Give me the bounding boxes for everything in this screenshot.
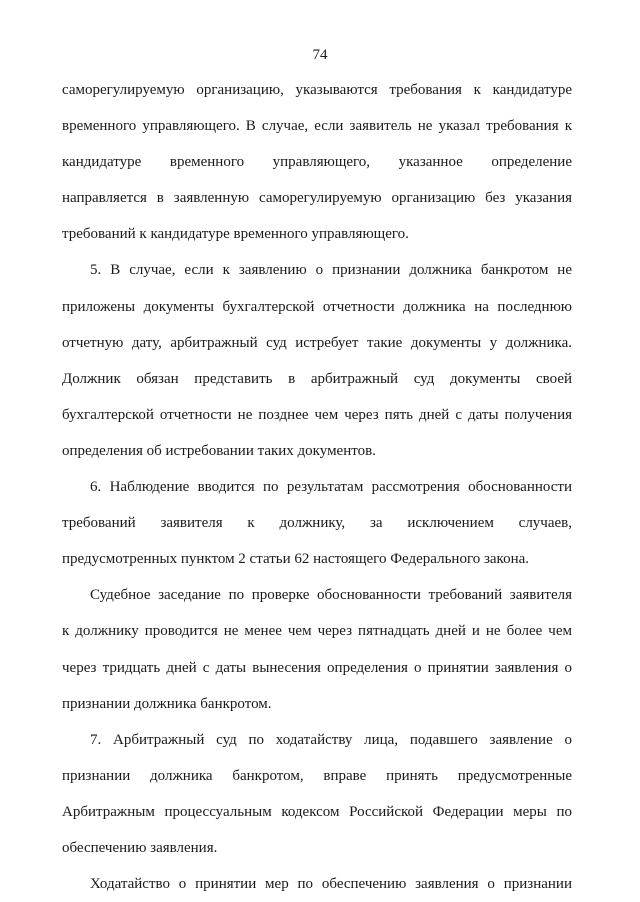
text-line: определения об истребовании таких документов. [62,442,376,459]
paragraph-3 [62,469,572,577]
text-line: саморегулируемую организацию, указываются требования к кандидатуре [62,82,572,98]
text-line: временного управляющего. В случае, если заявитель не указал требования к [62,118,572,135]
text-line: признании должника банкротом, вправе принять предусмотренные [62,767,572,784]
text-line: 5. В случае, если к заявлению о признании должника банкротом не [90,262,572,279]
paragraph-5 [62,722,572,866]
text-line: бухгалтерской отчетности не позднее чем через пять дней с даты получения [62,406,572,423]
text-line: требований к кандидатуре временного управляющего. [62,226,409,243]
text-line: приложены документы бухгалтерской отчетности должника на последнюю [62,298,572,315]
paragraph-4 [62,577,572,721]
text-line: через тридцать дней с даты вынесения определения о принятии заявления о [62,659,572,676]
text-line: предусмотренных пунктом 2 статьи 62 настоящего Федерального закона. [62,551,530,568]
text-line: Судебное заседание по проверке обоснованности требований заявителя [90,587,572,604]
text-line: отчетную дату, арбитражный суд истребует такие документы у должника. [62,334,572,351]
body-text [62,72,572,902]
paragraph-2 [62,252,572,469]
text-line: 7. Арбитражный суд по ходатайству лица, подавшего заявление о [90,731,572,748]
text-line: обеспечению заявления. [62,839,218,856]
page-number: 74 [312,47,328,63]
text-line: 6. Наблюдение вводится по результатам рассмотрения обоснованности [90,479,572,496]
text-line: к должнику проводится не менее чем через пятнадцать дней и не более чем [62,623,572,640]
text-line: направляется в заявленную саморегулируемую организацию без указания [62,190,572,207]
text-line: требований заявителя к должнику, за исключением случаев, [62,515,572,532]
text-line: Ходатайство о принятии мер по обеспечению заявления о признании [90,876,572,893]
paragraph-1 [62,72,572,252]
paragraph-6 [62,866,572,902]
text-line: признании должника банкротом. [62,695,272,712]
text-line: кандидатуре временного управляющего, указанное определение [62,154,572,171]
text-line: Арбитражным процессуальным кодексом Российской Федерации меры по [62,803,572,820]
text-line: Должник обязан представить в арбитражный суд документы своей [62,370,572,387]
